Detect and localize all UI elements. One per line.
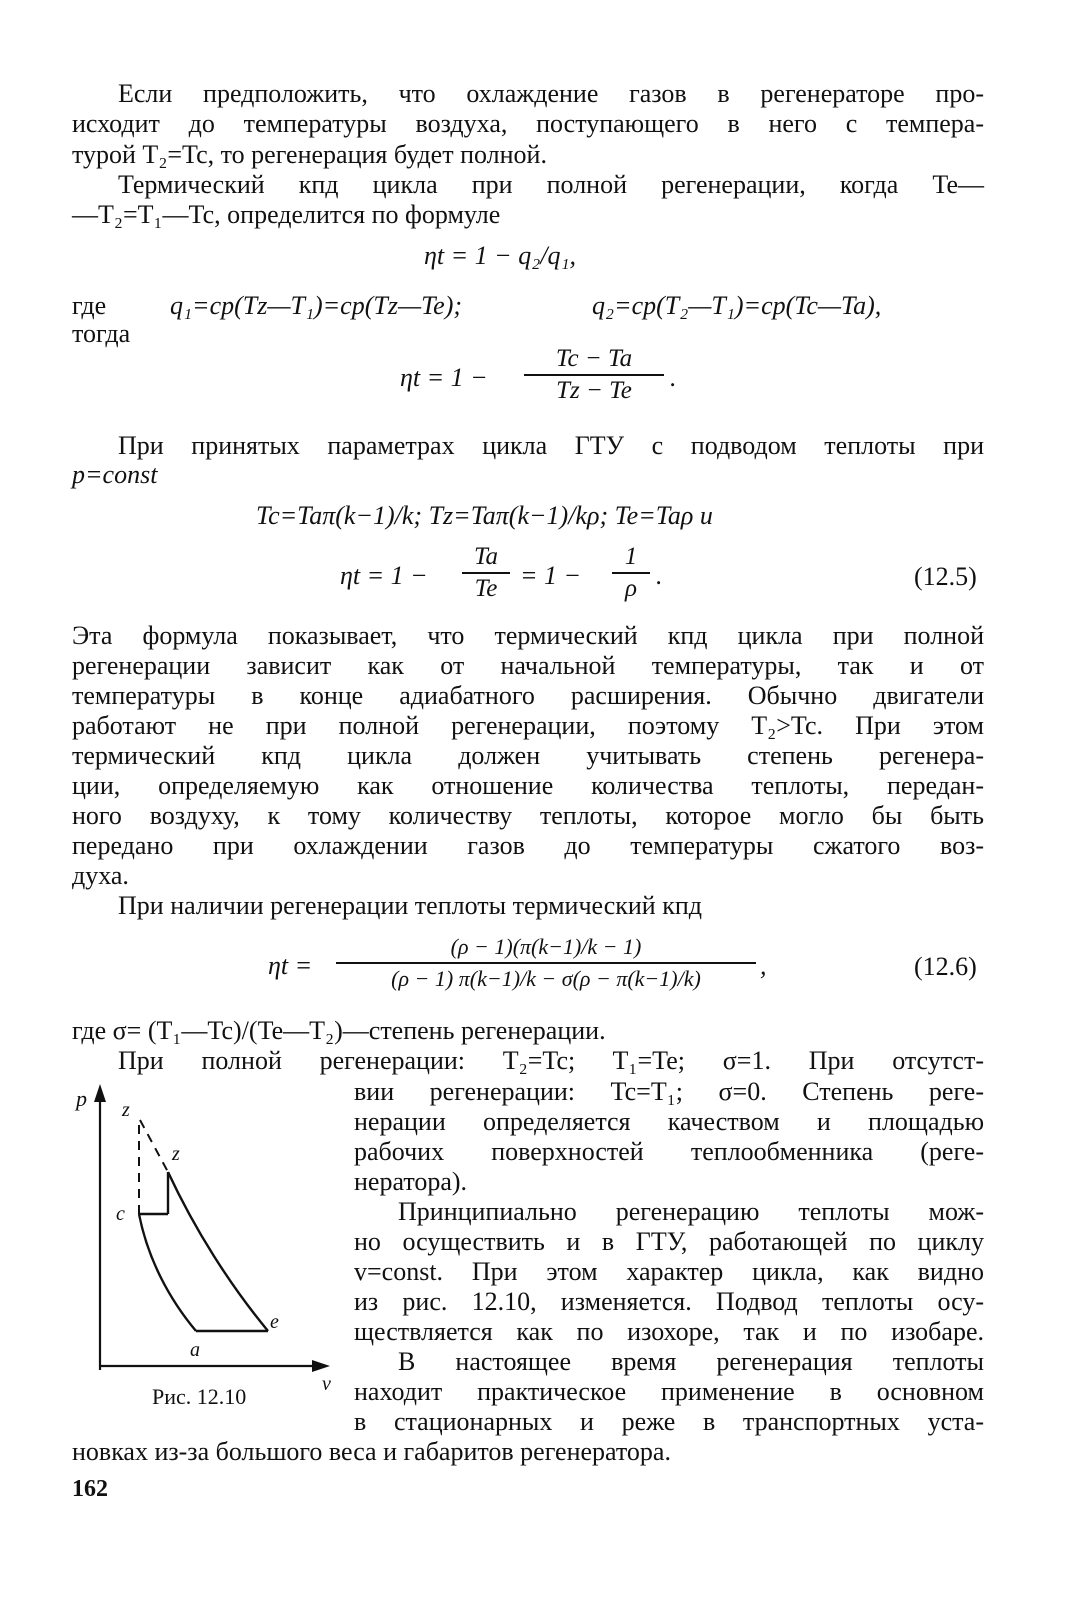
point-label-a: a [190, 1339, 200, 1361]
equation4-denominator2: ρ [625, 575, 637, 602]
para1-line1: Если предположить, что охлаждение газов в регенераторе про- [118, 79, 984, 108]
p-axis-arrow [94, 1084, 106, 1102]
equation-efficiency-basic: ηt = 1 − q₂/q₁, [424, 241, 577, 270]
para4-line3: температуры в конце адиабатного расширения. Обычно двигатели [72, 681, 984, 710]
para3-line2: p=const [72, 460, 158, 489]
para7-line5: нератора). [354, 1167, 468, 1196]
equation4-fraction1 [462, 542, 510, 604]
equation-number-12-5: (12.5) [914, 562, 977, 591]
para9-line4: новках из-за большого веса и габаритов регенератора. [72, 1437, 671, 1466]
para4-line7: ного воздуху, к тому количеству теплоты, которое могло бы быть [72, 801, 984, 830]
equation-q1: q₁=cp(Tz—T₁)=cp(Tz—Te); [170, 291, 463, 320]
equation-temperatures: Tc=Taπ(k−1)/k; Tz=Taπ(k−1)/kρ; Te=Taρ и [256, 501, 713, 530]
equation5-numerator: (ρ − 1)(π(k−1)/k − 1) [450, 934, 642, 959]
page-number: 162 [72, 1476, 108, 1502]
axis-label-v: v [322, 1373, 331, 1390]
para2-line1: Термический кпд цикла при полной регенерации, когда Te— [118, 170, 984, 199]
equation-number-12-6: (12.6) [914, 952, 977, 981]
para4-line5: термический кпд цикла должен учитывать степень регенера- [72, 741, 984, 770]
then-label: тогда [72, 319, 131, 348]
point-label-c: c [116, 1203, 125, 1225]
equation2-denominator: Tz − Te [556, 377, 632, 404]
where-label: где [72, 291, 107, 320]
equation5-lhs: ηt = [268, 951, 313, 980]
equation4-denominator1: Te [474, 575, 498, 602]
para3-line1: При принятых параметрах цикла ГТУ с подводом теплоты при [118, 431, 984, 460]
equation4-numerator1: Ta [473, 543, 499, 570]
para8-line1: Принципиально регенерацию теплоты мож- [398, 1197, 984, 1226]
v-axis-arrow [312, 1360, 330, 1372]
axis-label-p: p [76, 1086, 87, 1111]
para5: При наличии регенерации теплоты термический кпд [118, 891, 702, 920]
para4-line6: ции, определяемую как отношение количества теплоты, передан- [72, 771, 984, 800]
expansion-curve [168, 1172, 268, 1331]
equation2-lhs: ηt = 1 − [400, 363, 488, 392]
para7-line3: нерации определяется качеством и площадью [354, 1107, 984, 1136]
equation4-fraction2 [612, 542, 650, 604]
para8-line3: v=const. При этом характер цикла, как видно [354, 1257, 984, 1286]
equation2-tail: . [670, 363, 677, 392]
para4-line1: Эта формула показывает, что термический кпд цикла при полной [72, 621, 984, 650]
para7-line1: При полной регенерации: T₂=Tc; T₁=Te; σ=1. При отсутст- [118, 1046, 984, 1075]
figure-pv-diagram [60, 1080, 350, 1390]
para4-line9: духа. [72, 861, 129, 890]
para7-line4: рабочих поверхностей теплообменника (реге- [354, 1137, 984, 1166]
para9-line2: находит практическое применение в основном [354, 1377, 984, 1406]
figure-caption: Рис. 12.10 [152, 1384, 247, 1409]
equation5-fraction [336, 932, 756, 994]
para8-line4: из рис. 12.10, изменяется. Подвод теплоты осу- [354, 1287, 984, 1316]
equation2-numerator: Tc − Ta [555, 345, 633, 372]
equation4-lhs: ηt = 1 − [340, 561, 428, 590]
point-label-e: e [270, 1311, 279, 1333]
adiabat-dashed [140, 1120, 168, 1172]
equation-q2: q₂=cp(T₂—T₁)=cp(Tc—Ta), [592, 291, 882, 320]
para2-line2: —T₂=T₁—Tc, определится по формуле [72, 200, 501, 229]
para8-line5: ществляется как по изохоре, так и по изобаре. [354, 1317, 984, 1346]
para4-line4: работают не при полной регенерации, поэтому T₂>Tc. При этом [72, 711, 984, 740]
equation4-mid: = 1 − [520, 561, 582, 590]
point-label-z: z [172, 1143, 180, 1165]
equation2-fraction [524, 344, 664, 406]
para1-line3: турой T₂=Tc, то регенерация будет полной. [72, 140, 547, 169]
para8-line2: но осуществить и в ГТУ, работающей по циклу [354, 1227, 984, 1256]
point-label-z-prime: z [122, 1099, 130, 1121]
para4-line8: передано при охлаждении газов до температуры сжатого воз- [72, 831, 984, 860]
equation5-denominator: (ρ − 1) π(k−1)/k − σ(ρ − π(k−1)/k) [391, 966, 701, 991]
equation5-tail: , [760, 951, 767, 980]
para9-line3: в стационарных и реже в транспортных уста- [354, 1407, 984, 1436]
para9-line1: В настоящее время регенерация теплоты [398, 1347, 984, 1376]
equation4-numerator2: 1 [624, 543, 638, 570]
para1-line2: исходит до температуры воздуха, поступающего в него с темпера- [72, 109, 984, 138]
equation4-tail: . [656, 561, 663, 590]
para6: где σ= (T₁—Tc)/(Te—T₂)—степень регенерации. [72, 1016, 606, 1045]
compression-curve [139, 1214, 196, 1331]
para7-line2: вии регенерации: Tc=T₁; σ=0. Степень реге- [354, 1077, 984, 1106]
para4-line2: регенерации зависит как от начальной температуры, так и от [72, 651, 984, 680]
